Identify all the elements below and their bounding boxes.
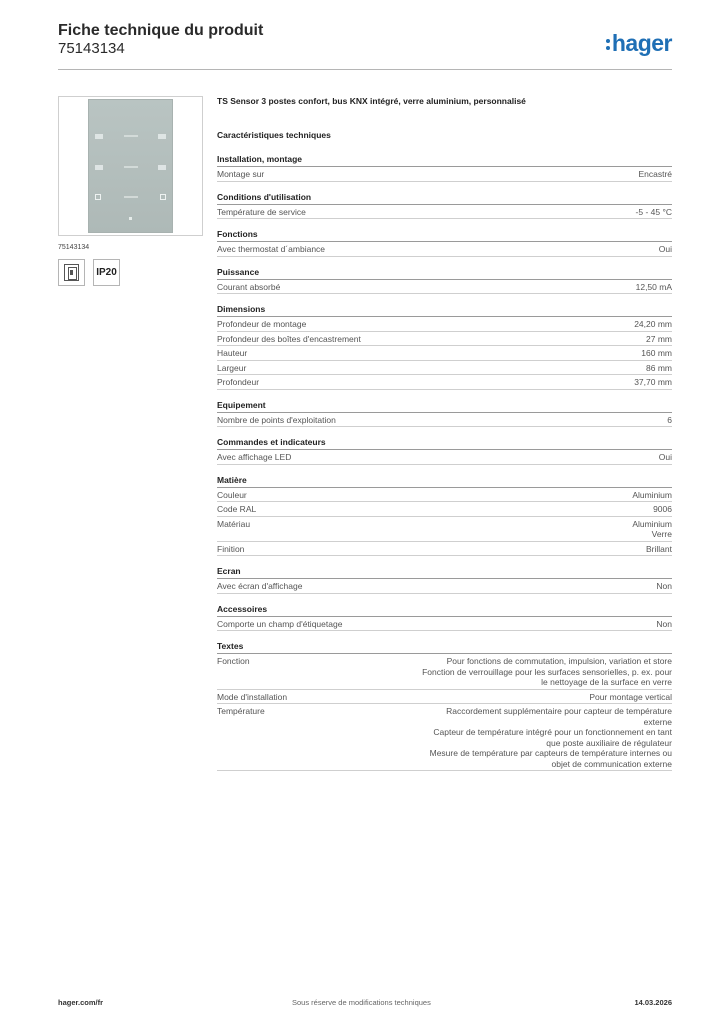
spec-group: [217, 398, 672, 428]
spec-value: 27 mm: [646, 333, 672, 344]
logo-text: hager: [611, 30, 672, 56]
spec-value: Raccordement supplémentaire pour capteur de température externe Capteur de température intégré pour un fonctionnement en tant que poste auxiliaire de régulateur Mesure de température par capteurs de température internes ou objet de communication externe: [429, 706, 672, 769]
spec-row: [217, 205, 672, 220]
spec-value: Aluminium Verre: [632, 518, 672, 539]
spec-value: -5 - 45 °C: [635, 206, 672, 217]
spec-row: [217, 542, 672, 557]
spec-row: [217, 242, 672, 257]
spec-value: 86 mm: [646, 362, 672, 373]
spec-group-title: Dimensions: [217, 302, 672, 317]
spec-value: 6: [667, 414, 672, 425]
spec-value: Encastré: [638, 169, 672, 179]
spec-row: [217, 488, 672, 503]
spec-group: [217, 639, 672, 771]
spec-group-title: Textes: [217, 639, 672, 654]
spec-label: Courant absorbé: [217, 281, 281, 292]
spec-label: Avec écran d'affichage: [217, 581, 303, 591]
spec-row: [217, 317, 672, 332]
product-image: [88, 99, 173, 233]
spec-label: Avec affichage LED: [217, 452, 292, 462]
footer-date: 14.03.2026: [634, 998, 672, 1007]
footer-disclaimer: Sous réserve de modifications techniques: [292, 998, 431, 1007]
spec-label: Mode d'installation: [217, 691, 288, 702]
spec-label: Largeur: [217, 362, 247, 373]
sensor-row-1: [95, 132, 166, 140]
spec-row: [217, 704, 672, 771]
spec-value: Pour montage vertical: [589, 691, 672, 702]
document-number: 75143134: [58, 40, 125, 57]
spec-row: [217, 450, 672, 465]
spec-value: 160 mm: [641, 348, 672, 358]
spec-group-title: Commandes et indicateurs: [217, 435, 672, 450]
spec-groups: [217, 152, 672, 771]
product-sidebar: [58, 96, 203, 286]
spec-value: Non: [656, 618, 672, 629]
spec-label: Montage sur: [217, 169, 265, 179]
sensor-row-2: [95, 163, 166, 171]
spec-label: Profondeur de montage: [217, 319, 307, 329]
logo-dots-icon: [606, 37, 611, 51]
spec-value: Non: [656, 581, 672, 591]
spec-group-title: Ecran: [217, 564, 672, 579]
spec-label: Comporte un champ d'étiquetage: [217, 618, 343, 629]
spec-value: 24,20 mm: [634, 319, 672, 329]
spec-value: Aluminium: [632, 489, 672, 500]
sensor-row-3: [95, 193, 166, 201]
spec-group-title: Fonctions: [217, 227, 672, 242]
product-image-frame: [58, 96, 203, 236]
spec-group-title: Installation, montage: [217, 152, 672, 167]
spec-value: 12,50 mA: [635, 281, 672, 292]
sensor-led: [129, 217, 132, 220]
spec-group: [217, 265, 672, 295]
spec-group: [217, 190, 672, 220]
product-description: TS Sensor 3 postes confort, bus KNX intégré, verre aluminium, personnalisé: [217, 96, 526, 106]
spec-label: Couleur: [217, 489, 247, 500]
badges: [58, 259, 203, 286]
spec-value: Pour fonctions de commutation, impulsion, variation et store Fonction de verrouillage pour les surfaces sensorielles, p. ex. pour le nettoyage de la surface en verre: [422, 656, 672, 687]
spec-row: [217, 167, 672, 182]
spec-row: [217, 502, 672, 517]
spec-group-title: Accessoires: [217, 602, 672, 617]
spec-group: [217, 473, 672, 557]
spec-row: [217, 361, 672, 376]
spec-row: [217, 346, 672, 361]
spec-value: 37,70 mm: [634, 377, 672, 387]
spec-row: [217, 654, 672, 690]
spec-group-title: Equipement: [217, 398, 672, 413]
spec-group: [217, 152, 672, 182]
spec-row: [217, 617, 672, 632]
spec-value: Oui: [658, 452, 672, 462]
spec-group: [217, 302, 672, 390]
page-header: [58, 22, 672, 70]
spec-row: [217, 517, 672, 542]
spec-value: Oui: [658, 244, 672, 254]
spec-label: Nombre de points d'exploitation: [217, 414, 336, 425]
spec-group: [217, 227, 672, 257]
spec-label: Finition: [217, 543, 245, 554]
spec-row: [217, 690, 672, 705]
spec-row: [217, 280, 672, 295]
spec-group-title: Puissance: [217, 265, 672, 280]
spec-label: Hauteur: [217, 348, 248, 358]
footer-website: hager.com/fr: [58, 998, 104, 1007]
flush-mount-icon: [64, 264, 79, 281]
spec-group: [217, 564, 672, 594]
spec-label: Température de service: [217, 206, 306, 217]
spec-label: Température: [217, 706, 265, 716]
spec-label: Profondeur: [217, 377, 260, 387]
spec-group-title: Conditions d'utilisation: [217, 190, 672, 205]
spec-row: [217, 413, 672, 428]
section-title: Caractéristiques techniques: [217, 130, 331, 140]
spec-group: [217, 602, 672, 632]
spec-group-title: Matière: [217, 473, 672, 488]
spec-label: Profondeur des boîtes d'encastrement: [217, 333, 361, 344]
flush-mount-badge: [58, 259, 85, 286]
spec-content: [217, 96, 672, 779]
spec-label: Avec thermostat d´ambiance: [217, 244, 326, 254]
ip-rating-badge: IP20: [93, 259, 120, 286]
hager-logo: [606, 30, 672, 57]
spec-row: [217, 579, 672, 594]
spec-group: [217, 435, 672, 465]
spec-label: Matériau: [217, 518, 251, 529]
spec-value: 9006: [653, 504, 672, 514]
product-reference: 75143134: [58, 244, 90, 251]
spec-row: [217, 332, 672, 347]
document-title: Fiche technique du produit: [58, 22, 264, 39]
page-footer: [58, 998, 672, 1010]
spec-label: Fonction: [217, 656, 250, 666]
spec-value: Brillant: [646, 543, 672, 554]
spec-row: [217, 375, 672, 390]
spec-label: Code RAL: [217, 504, 257, 514]
